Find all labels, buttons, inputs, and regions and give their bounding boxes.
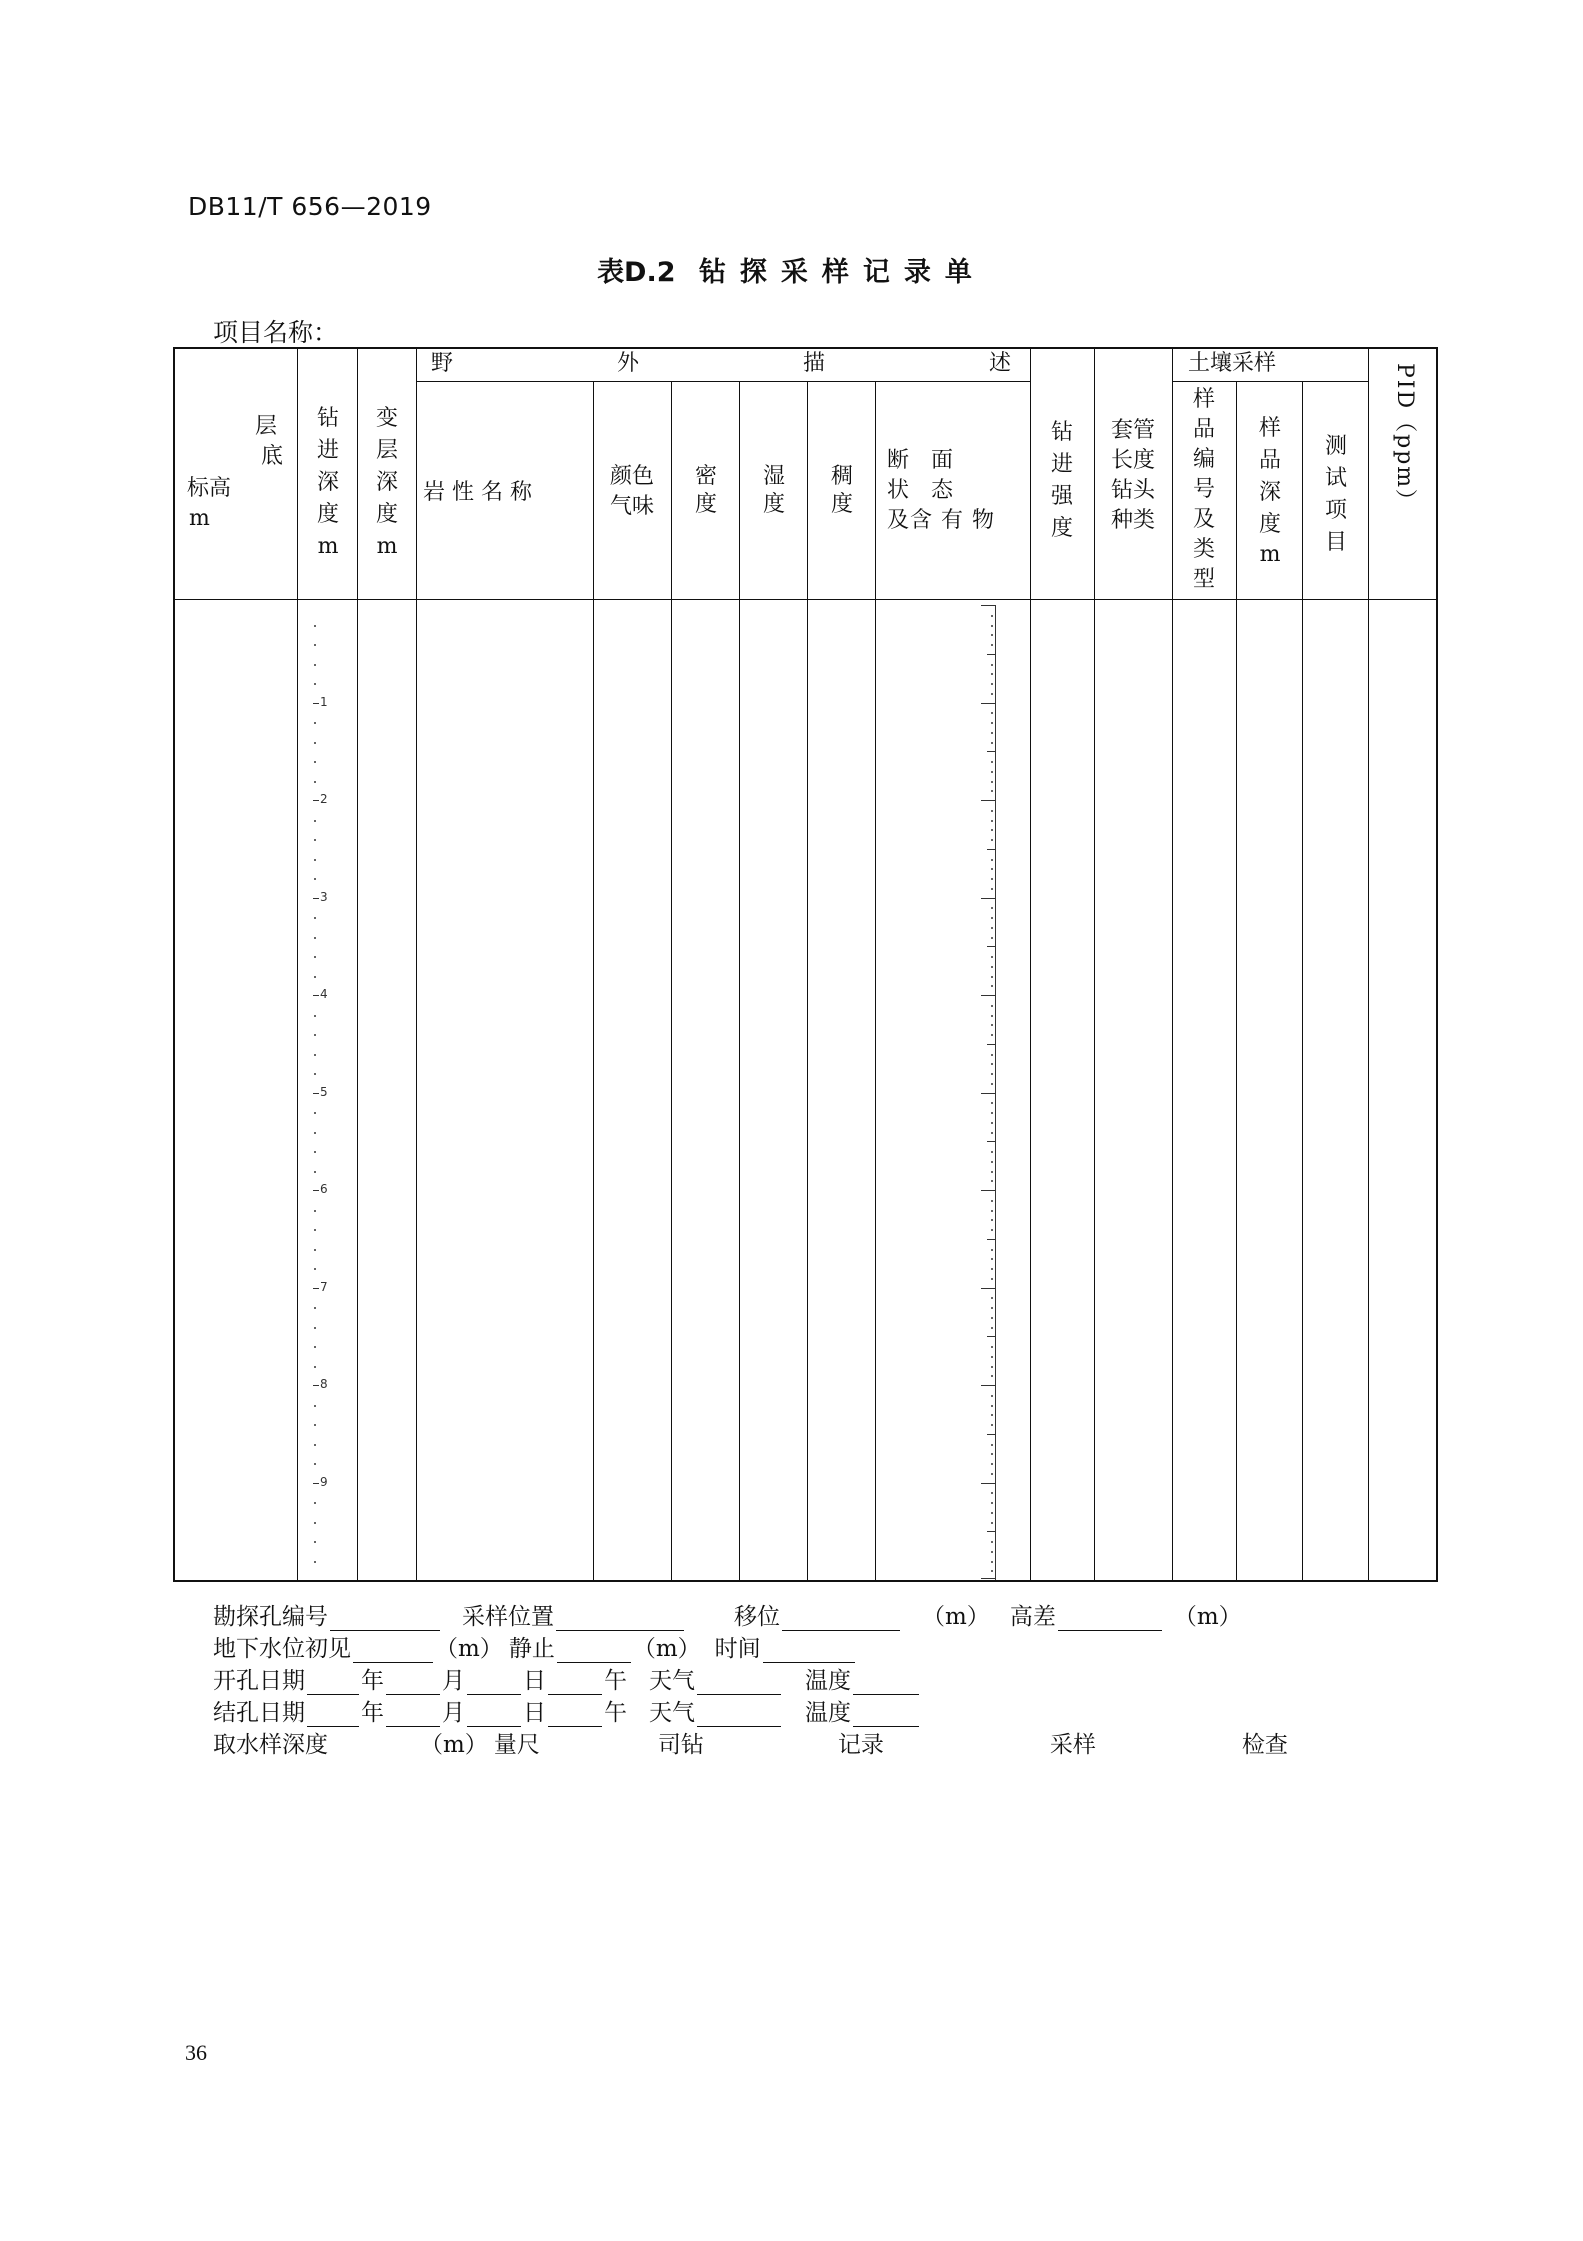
ruler-minor-dot bbox=[314, 1054, 316, 1056]
drilling-record-table bbox=[173, 347, 1438, 1582]
start-month-field[interactable] bbox=[386, 1672, 440, 1695]
ruler-minor-dot bbox=[314, 1015, 316, 1017]
ruler-minor-dot bbox=[314, 859, 316, 861]
ruler-minor-dot bbox=[991, 976, 993, 978]
shift-label: 移位 bbox=[734, 1604, 780, 1630]
header-section-3: 及含 有 物 bbox=[887, 508, 995, 533]
ruler-minor-dot bbox=[991, 888, 993, 890]
col-divider bbox=[875, 381, 876, 1580]
ruler-minor-dot bbox=[991, 1151, 993, 1153]
ruler-major-tick bbox=[981, 800, 995, 801]
header-change-depth: 变层深度 bbox=[375, 406, 398, 527]
ruler-minor-dot bbox=[991, 1570, 993, 1572]
ruler-minor-dot bbox=[991, 1541, 993, 1543]
ruler-major-tick bbox=[981, 1190, 995, 1191]
end-noon-field[interactable] bbox=[548, 1704, 602, 1727]
page-number: 36 bbox=[185, 2040, 207, 2065]
ruler-minor-dot bbox=[991, 868, 993, 870]
ruler-minor-dot bbox=[991, 1492, 993, 1494]
borehole-no-field[interactable] bbox=[330, 1608, 440, 1631]
ruler-minor-dot bbox=[991, 1102, 993, 1104]
groundwater-initial-label: 地下水位初见 bbox=[213, 1636, 351, 1662]
ruler-minor-dot bbox=[991, 1463, 993, 1465]
col-divider bbox=[739, 381, 740, 1580]
header-layer-bottom-a: 层 bbox=[255, 414, 278, 439]
ruler-minor-dot bbox=[991, 1073, 993, 1075]
header-consistency: 稠度 bbox=[830, 464, 853, 517]
footer-row-4 bbox=[213, 1694, 921, 1727]
ruler-minor-dot bbox=[991, 859, 993, 861]
shift-field[interactable] bbox=[782, 1608, 900, 1631]
ruler-minor-dot bbox=[991, 829, 993, 831]
depth-ruler-left bbox=[305, 605, 345, 1580]
ruler-major-tick bbox=[313, 703, 319, 704]
col-divider bbox=[297, 349, 298, 1580]
ruler-half-tick bbox=[987, 751, 995, 752]
temperature-label: 温度 bbox=[805, 1668, 851, 1694]
ruler-minor-dot bbox=[991, 1005, 993, 1007]
ruler-minor-dot bbox=[991, 937, 993, 939]
ruler-minor-dot bbox=[991, 1522, 993, 1524]
ruler-depth-label: 7 bbox=[320, 1279, 328, 1294]
ruler-minor-dot bbox=[314, 781, 316, 783]
header-pid: PID（ppm） bbox=[1392, 363, 1417, 514]
header-drill-depth: 钻进深度 bbox=[316, 406, 339, 527]
ruler-depth-label: 8 bbox=[320, 1377, 328, 1391]
ruler-minor-dot bbox=[991, 1200, 993, 1202]
ruler-minor-dot bbox=[991, 956, 993, 958]
depth-ruler-right bbox=[961, 605, 1001, 1580]
ruler-minor-dot bbox=[991, 1122, 993, 1124]
ruler-minor-dot bbox=[991, 1112, 993, 1114]
col-divider bbox=[1030, 349, 1031, 1580]
ruler-minor-dot bbox=[991, 1258, 993, 1260]
ruler-minor-dot bbox=[991, 625, 993, 627]
day-label: 日 bbox=[523, 1700, 546, 1726]
ruler-minor-dot bbox=[991, 1268, 993, 1270]
month-label: 月 bbox=[442, 1700, 465, 1726]
header-rock-name: 岩 性 名 称 bbox=[423, 480, 532, 505]
col-divider bbox=[1172, 349, 1173, 1580]
ruler-depth-label: 5 bbox=[320, 1084, 328, 1099]
ruler-minor-dot bbox=[991, 1561, 993, 1563]
ruler-minor-dot bbox=[991, 1054, 993, 1056]
end-year-field[interactable] bbox=[307, 1704, 359, 1727]
ruler-depth-label: 6 bbox=[320, 1182, 328, 1196]
col-divider bbox=[671, 381, 672, 1580]
field-desc-char: 外 bbox=[616, 351, 639, 376]
ruler-major-tick bbox=[981, 605, 995, 606]
ruler-half-tick bbox=[987, 1336, 995, 1337]
ruler-minor-dot bbox=[991, 1034, 993, 1036]
footer-row-5 bbox=[213, 1726, 1288, 1759]
ruler-minor-dot bbox=[314, 1132, 316, 1134]
ruler-minor-dot bbox=[314, 1073, 316, 1075]
ruler-minor-dot bbox=[991, 1444, 993, 1446]
water-sample-depth-unit: （m） bbox=[420, 1732, 488, 1758]
ruler-minor-dot bbox=[991, 1015, 993, 1017]
ruler-minor-dot bbox=[314, 625, 316, 627]
ruler-minor-dot bbox=[314, 683, 316, 685]
ruler-major-tick bbox=[313, 995, 319, 996]
header-section-2: 状 态 bbox=[887, 478, 954, 503]
ruler-minor-dot bbox=[991, 615, 993, 617]
col-divider bbox=[1368, 349, 1369, 1580]
ruler-minor-dot bbox=[991, 985, 993, 987]
year-label: 年 bbox=[361, 1700, 384, 1726]
ruler-minor-dot bbox=[991, 966, 993, 968]
start-day-field[interactable] bbox=[467, 1672, 521, 1695]
ruler-minor-dot bbox=[991, 1132, 993, 1134]
header-drill-depth-unit: m bbox=[317, 534, 339, 559]
ruler-minor-dot bbox=[991, 1356, 993, 1358]
ruler-minor-dot bbox=[314, 820, 316, 822]
header-sample-id: 样品编号及类型 bbox=[1192, 387, 1215, 592]
static-unit: （m） bbox=[632, 1636, 701, 1662]
sample-location-label: 采样位置 bbox=[462, 1604, 554, 1630]
ruler-minor-dot bbox=[991, 1405, 993, 1407]
field-desc-char: 述 bbox=[988, 351, 1011, 376]
ruler-minor-dot bbox=[991, 1229, 993, 1231]
ruler-minor-dot bbox=[314, 1171, 316, 1173]
ruler-minor-dot bbox=[314, 1502, 316, 1504]
ruler-minor-dot bbox=[314, 1346, 316, 1348]
ruler-minor-dot bbox=[314, 742, 316, 744]
ruler-minor-dot bbox=[991, 810, 993, 812]
ruler-minor-dot bbox=[991, 820, 993, 822]
ruler-minor-dot bbox=[991, 1307, 993, 1309]
end-date-label: 结孔日期 bbox=[213, 1700, 305, 1726]
ruler-depth-label: 9 bbox=[320, 1474, 328, 1489]
groundwater-initial-field[interactable] bbox=[353, 1640, 433, 1663]
ruler-minor-dot bbox=[991, 664, 993, 666]
ruler-minor-dot bbox=[991, 673, 993, 675]
col-divider bbox=[357, 349, 358, 1580]
ruler-half-tick bbox=[987, 1434, 995, 1435]
ruler-minor-dot bbox=[314, 1366, 316, 1368]
ruler-major-tick bbox=[981, 1483, 995, 1484]
inspector-label: 检查 bbox=[1241, 1732, 1288, 1758]
header-bottom-divider bbox=[175, 599, 1436, 600]
ruler-minor-dot bbox=[991, 1161, 993, 1163]
ruler-minor-dot bbox=[991, 1366, 993, 1368]
ruler-major-tick bbox=[981, 1578, 995, 1579]
row-divider bbox=[416, 381, 1030, 382]
footer-row-3 bbox=[213, 1662, 921, 1695]
header-sample-depth: 样品深度 bbox=[1258, 416, 1281, 537]
ruler-minor-dot bbox=[314, 839, 316, 841]
noon-label: 午 bbox=[604, 1668, 627, 1694]
shift-unit: （m） bbox=[922, 1604, 990, 1630]
month-label: 月 bbox=[442, 1668, 465, 1694]
standard-code: DB11/T 656—2019 bbox=[188, 192, 432, 221]
ruler-half-tick bbox=[987, 654, 995, 655]
col-divider bbox=[416, 349, 417, 1580]
borehole-no-label: 勘探孔编号 bbox=[213, 1604, 328, 1630]
ruler-minor-dot bbox=[991, 1024, 993, 1026]
ruler-minor-dot bbox=[991, 693, 993, 695]
temperature-label: 温度 bbox=[805, 1700, 851, 1726]
header-drill-strength: 钻进强度 bbox=[1050, 420, 1073, 541]
ruler-minor-dot bbox=[991, 1063, 993, 1065]
ruler-major-tick bbox=[981, 995, 995, 996]
header-odor: 气味 bbox=[609, 494, 654, 519]
ruler-minor-dot bbox=[314, 1405, 316, 1407]
end-month-field[interactable] bbox=[386, 1704, 440, 1727]
ruler-minor-dot bbox=[991, 1453, 993, 1455]
ruler-minor-dot bbox=[314, 1424, 316, 1426]
height-diff-label: 高差 bbox=[1009, 1604, 1056, 1630]
ruler-minor-dot bbox=[991, 839, 993, 841]
ruler-minor-dot bbox=[991, 790, 993, 792]
ruler-major-tick bbox=[981, 1385, 995, 1386]
ruler-depth-label: 4 bbox=[320, 987, 328, 1001]
driller-label: 司钻 bbox=[657, 1732, 704, 1758]
header-casing-4: 种类 bbox=[1110, 508, 1155, 533]
end-weather-field[interactable] bbox=[697, 1704, 781, 1727]
ruler-minor-dot bbox=[314, 1463, 316, 1465]
header-density: 密度 bbox=[694, 464, 717, 517]
ruler-major-tick bbox=[313, 800, 319, 801]
ruler-minor-dot bbox=[991, 1083, 993, 1085]
ruler-minor-dot bbox=[991, 878, 993, 880]
water-sample-depth-label: 取水样深度 bbox=[213, 1732, 328, 1758]
ruler-depth-label: 1 bbox=[320, 694, 328, 709]
ruler-minor-dot bbox=[314, 1210, 316, 1212]
ruler-major-tick bbox=[981, 1288, 995, 1289]
ruler-minor-dot bbox=[991, 1297, 993, 1299]
ruler-minor-dot bbox=[314, 956, 316, 958]
ruler-major-tick bbox=[313, 1093, 319, 1094]
sampler-label: 采样 bbox=[1049, 1732, 1096, 1758]
ruler-half-tick bbox=[987, 946, 995, 947]
end-day-field[interactable] bbox=[467, 1704, 521, 1727]
header-casing-3: 钻头 bbox=[1110, 478, 1155, 503]
ruler-minor-dot bbox=[991, 1210, 993, 1212]
ruler-minor-dot bbox=[991, 1414, 993, 1416]
header-test-items: 测试项目 bbox=[1324, 434, 1347, 555]
ruler-major-tick bbox=[313, 1385, 319, 1386]
start-temperature-field[interactable] bbox=[853, 1672, 919, 1695]
ruler-minor-dot bbox=[991, 781, 993, 783]
ruler-minor-dot bbox=[991, 1317, 993, 1319]
height-diff-unit: （m） bbox=[1173, 1604, 1242, 1630]
header-sample-depth-unit: m bbox=[1259, 542, 1281, 567]
ruler-minor-dot bbox=[991, 722, 993, 724]
ruler-minor-dot bbox=[314, 1327, 316, 1329]
weather-label: 天气 bbox=[649, 1668, 695, 1694]
ruler-half-tick bbox=[987, 1239, 995, 1240]
header-layer-bottom-b: 底 bbox=[261, 444, 284, 469]
ruler-minor-dot bbox=[991, 1502, 993, 1504]
ruler-minor-dot bbox=[991, 683, 993, 685]
col-divider bbox=[807, 381, 808, 1580]
header-casing-1: 套管 bbox=[1110, 418, 1155, 443]
day-label: 日 bbox=[523, 1668, 546, 1694]
ruler-minor-dot bbox=[314, 1522, 316, 1524]
ruler-depth-label: 2 bbox=[320, 792, 328, 806]
ruler-major-tick bbox=[981, 898, 995, 899]
ruler-minor-dot bbox=[991, 761, 993, 763]
ruler-minor-dot bbox=[991, 1346, 993, 1348]
ruler-minor-dot bbox=[991, 742, 993, 744]
ruler-minor-dot bbox=[991, 1375, 993, 1377]
header-soil-sampling: 土壤采样 bbox=[1188, 351, 1277, 376]
groundwater-initial-unit: （m） bbox=[435, 1636, 503, 1662]
header-field-description bbox=[431, 350, 1021, 378]
field-desc-char: 描 bbox=[802, 351, 825, 376]
ruler-minor-dot bbox=[314, 664, 316, 666]
ruler-major-tick bbox=[313, 1288, 319, 1289]
ruler-minor-dot bbox=[991, 1512, 993, 1514]
footer-row-1 bbox=[213, 1598, 1242, 1631]
col-divider bbox=[593, 381, 594, 1580]
start-year-field[interactable] bbox=[307, 1672, 359, 1695]
ruler-minor-dot bbox=[991, 634, 993, 636]
header-change-depth-unit: m bbox=[376, 534, 398, 559]
end-temperature-field[interactable] bbox=[853, 1704, 919, 1727]
ruler-minor-dot bbox=[991, 1424, 993, 1426]
footer-row-2 bbox=[213, 1630, 857, 1663]
ruler-minor-dot bbox=[991, 1219, 993, 1221]
ruler-minor-dot bbox=[314, 1444, 316, 1446]
ruler-minor-dot bbox=[991, 1249, 993, 1251]
static-field[interactable] bbox=[557, 1640, 631, 1663]
ruler-minor-dot bbox=[991, 712, 993, 714]
ruler-depth-label: 3 bbox=[320, 889, 328, 904]
field-desc-char: 野 bbox=[431, 351, 454, 376]
sample-location-field[interactable] bbox=[556, 1608, 684, 1631]
header-section-1: 断 面 bbox=[887, 448, 954, 473]
ruler-minor-dot bbox=[314, 1561, 316, 1563]
start-date-label: 开孔日期 bbox=[213, 1668, 305, 1694]
ruler-minor-dot bbox=[314, 1229, 316, 1231]
ruler-minor-dot bbox=[314, 976, 316, 978]
ruler-minor-dot bbox=[991, 1473, 993, 1475]
ruler-minor-dot bbox=[991, 732, 993, 734]
ruler-minor-dot bbox=[314, 937, 316, 939]
ruler-minor-dot bbox=[314, 1151, 316, 1153]
ruler-minor-dot bbox=[314, 1307, 316, 1309]
ruler-minor-dot bbox=[991, 917, 993, 919]
recorder-label: 记录 bbox=[837, 1732, 884, 1758]
weather-label: 天气 bbox=[649, 1700, 695, 1726]
ruler-major-tick bbox=[981, 703, 995, 704]
ruler-minor-dot bbox=[991, 907, 993, 909]
ruler-minor-dot bbox=[314, 722, 316, 724]
col-divider bbox=[1236, 381, 1237, 1580]
ruler-minor-dot bbox=[314, 1249, 316, 1251]
time-field[interactable] bbox=[763, 1640, 855, 1663]
ruler-major-tick bbox=[313, 1190, 319, 1191]
ruler-minor-dot bbox=[314, 1034, 316, 1036]
ruler-half-tick bbox=[987, 1141, 995, 1142]
ruler-minor-dot bbox=[314, 1112, 316, 1114]
header-elevation: 标高 bbox=[187, 476, 232, 501]
ruler-major-tick bbox=[313, 898, 319, 899]
table-title-text: 钻探采样记录单 bbox=[698, 257, 986, 288]
year-label: 年 bbox=[361, 1668, 384, 1694]
ruler-minor-dot bbox=[314, 644, 316, 646]
ruler-minor-dot bbox=[991, 1327, 993, 1329]
ruler-major-tick bbox=[981, 1093, 995, 1094]
ruler-minor-dot bbox=[991, 1180, 993, 1182]
ruler-half-tick bbox=[987, 1531, 995, 1532]
ruler-minor-dot bbox=[314, 917, 316, 919]
row-divider bbox=[1172, 381, 1368, 382]
ruler-half-tick bbox=[987, 1044, 995, 1045]
ruler-minor-dot bbox=[314, 878, 316, 880]
ruler-axis-line bbox=[995, 605, 996, 1580]
start-noon-field[interactable] bbox=[548, 1672, 602, 1695]
ruler-minor-dot bbox=[991, 1395, 993, 1397]
ruler-half-tick bbox=[987, 849, 995, 850]
header-humidity: 湿度 bbox=[762, 464, 785, 517]
header-casing-2: 长度 bbox=[1110, 448, 1155, 473]
ruler-minor-dot bbox=[314, 1268, 316, 1270]
time-label: 时间 bbox=[714, 1636, 761, 1662]
noon-label: 午 bbox=[604, 1700, 627, 1726]
ruler-minor-dot bbox=[314, 1541, 316, 1543]
height-diff-field[interactable] bbox=[1058, 1608, 1162, 1631]
project-name-label: 项目名称： bbox=[213, 318, 339, 347]
header-elevation-unit: m bbox=[189, 506, 210, 531]
table-title bbox=[0, 250, 1583, 289]
table-title-prefix: 表D.2 bbox=[597, 257, 676, 288]
ruler-minor-dot bbox=[991, 771, 993, 773]
col-divider bbox=[1302, 381, 1303, 1580]
ruler-minor-dot bbox=[991, 644, 993, 646]
header-color: 颜色 bbox=[609, 464, 654, 489]
ruler-major-tick bbox=[313, 1483, 319, 1484]
ruler-minor-dot bbox=[991, 927, 993, 929]
static-label: 静止 bbox=[508, 1636, 555, 1662]
ruler-minor-dot bbox=[991, 1551, 993, 1553]
ruler-minor-dot bbox=[314, 761, 316, 763]
tape-label: 量尺 bbox=[493, 1732, 540, 1758]
start-weather-field[interactable] bbox=[697, 1672, 781, 1695]
ruler-minor-dot bbox=[991, 1171, 993, 1173]
ruler-minor-dot bbox=[991, 1278, 993, 1280]
